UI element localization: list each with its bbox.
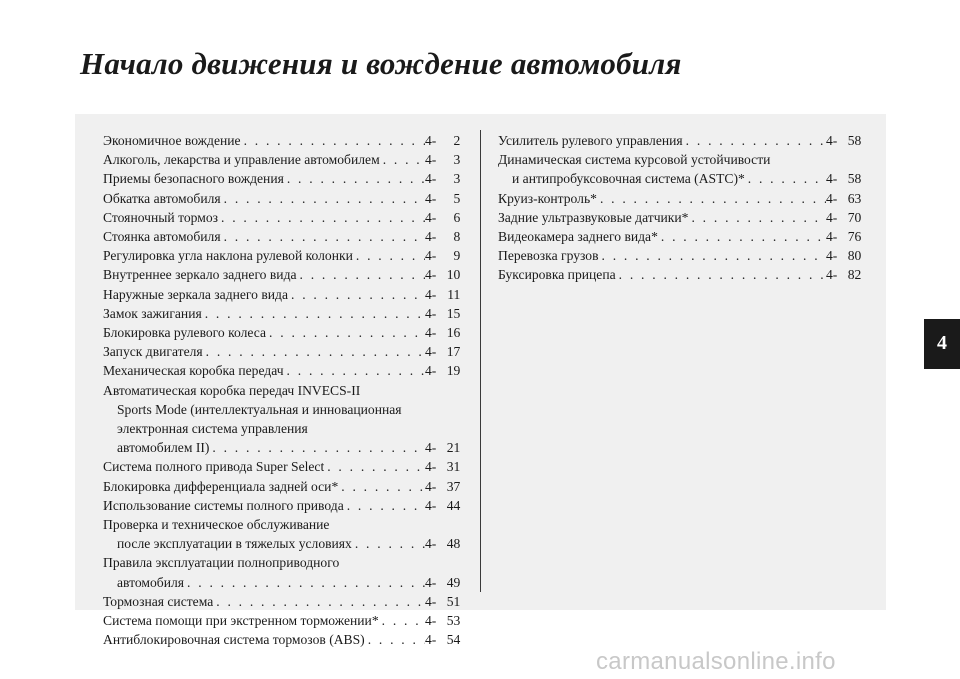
toc-entry[interactable] [103, 285, 469, 304]
dot-leader [599, 246, 827, 265]
toc-entry-line: Проверка и техническое обслуживание [103, 517, 330, 533]
toc-entry[interactable] [103, 323, 469, 342]
toc-entry-title: после эксплуатации в тяжелых условиях [117, 536, 352, 552]
toc-page-ref [425, 265, 469, 284]
toc-page-ref [425, 131, 469, 150]
page-prefix: 4- [826, 248, 838, 264]
page-prefix: 4- [425, 286, 437, 302]
toc-entry[interactable] [103, 265, 469, 284]
toc-entry[interactable] [103, 496, 469, 515]
toc-page-ref [425, 323, 469, 342]
toc-entry-title: Система полного привода Super Select [103, 459, 325, 475]
toc-entry[interactable] [103, 534, 469, 553]
toc-page-ref [425, 304, 469, 323]
dot-leader [266, 323, 425, 342]
page-number: 49 [446, 574, 461, 590]
toc-page-ref [425, 208, 469, 227]
toc-entry[interactable] [498, 189, 870, 208]
dot-leader [616, 265, 826, 284]
toc-page-ref [826, 131, 870, 150]
toc-page-ref [425, 361, 469, 380]
toc-page-ref [425, 189, 469, 208]
page-number: 8 [453, 229, 461, 245]
dot-leader [344, 496, 425, 515]
page-prefix: 4- [826, 171, 838, 187]
toc-entry-title: Стоянка автомобиля [103, 229, 221, 245]
dot-leader [221, 189, 425, 208]
toc-entry-title: Антиблокировочная система тормозов (ABS) [103, 632, 365, 648]
page-prefix: 4- [826, 190, 838, 206]
page-prefix: 4- [425, 440, 437, 456]
dot-leader [324, 457, 425, 476]
page-number: 70 [847, 209, 862, 225]
column-divider [480, 130, 481, 592]
page-prefix: 4- [425, 459, 437, 475]
dot-leader [202, 304, 425, 323]
toc-entry-title: Обкатка автомобиля [103, 190, 221, 206]
page-number: 16 [446, 325, 461, 341]
page-prefix: 4- [425, 325, 437, 341]
page-number: 80 [847, 248, 862, 264]
page-prefix: 4- [425, 133, 437, 148]
page-prefix: 4- [425, 248, 437, 264]
toc-entry[interactable] [103, 342, 469, 361]
chapter-tab[interactable] [924, 319, 960, 369]
toc-entry[interactable] [498, 265, 870, 284]
page-prefix: 4- [425, 344, 437, 360]
dot-leader [288, 285, 425, 304]
page-number: 3 [453, 171, 461, 187]
page-number: 82 [847, 267, 862, 283]
toc-entry[interactable] [103, 592, 469, 611]
toc-page-ref [826, 265, 870, 284]
toc-page-ref [425, 630, 469, 649]
page-prefix: 4- [425, 536, 437, 552]
page-prefix: 4- [425, 497, 437, 513]
toc-entry-title: Буксировка прицепа [498, 267, 616, 283]
page-prefix: 4- [425, 363, 437, 379]
toc-entry-line: Sports Mode (интеллектуальная и инновационная [117, 401, 402, 417]
table-of-contents-panel [75, 114, 886, 648]
toc-entry[interactable] [103, 246, 469, 265]
page-number: 21 [446, 440, 461, 456]
toc-entry-title: Использование системы полного привода [103, 497, 344, 513]
page-prefix: 4- [826, 267, 838, 283]
toc-entry[interactable] [498, 246, 870, 265]
page-number: 17 [446, 344, 461, 360]
dot-leader [213, 592, 425, 611]
page-number: 54 [446, 632, 461, 648]
page-title: Начало движения и вождение автомобиля [80, 46, 682, 81]
page-number: 5 [453, 190, 461, 206]
page-number: 53 [446, 613, 461, 629]
toc-entry-title: Блокировка дифференциала задней оси* [103, 478, 339, 494]
dot-leader [379, 611, 425, 630]
toc-entry[interactable] [103, 169, 469, 188]
page-number: 11 [447, 286, 461, 302]
toc-entry[interactable] [103, 150, 469, 169]
watermark: carmanualsonline.info [596, 648, 836, 675]
toc-entry-line: Динамическая система курсовой устойчивости [498, 152, 771, 168]
page-prefix: 4- [425, 632, 437, 648]
toc-page-ref [425, 573, 469, 592]
page-number: 9 [453, 248, 461, 264]
toc-entry[interactable] [498, 208, 870, 227]
toc-page-ref [425, 227, 469, 246]
dot-leader [658, 227, 826, 246]
toc-entry[interactable] [498, 169, 870, 188]
page-number: 15 [446, 305, 461, 321]
toc-entry-title: Экономичное вождение [103, 133, 241, 148]
page-number: 37 [446, 478, 461, 494]
toc-entry-title: Регулировка угла наклона рулевой колонки [103, 248, 353, 264]
toc-entry-line: Автоматическая коробка передач INVECS-II [103, 382, 361, 398]
toc-entry[interactable] [103, 208, 469, 227]
page-prefix: 4- [425, 152, 437, 168]
toc-page-ref [826, 208, 870, 227]
dot-leader [203, 342, 425, 361]
page-number: 51 [446, 593, 461, 609]
chapter-number: 4 [937, 332, 947, 354]
page-number: 58 [847, 171, 862, 187]
dot-leader [688, 208, 826, 227]
dot-leader [221, 227, 425, 246]
toc-entry-title: Круиз-контроль* [498, 190, 597, 206]
toc-page-ref [425, 285, 469, 304]
dot-leader [380, 150, 425, 169]
toc-page-ref [425, 246, 469, 265]
dot-leader [338, 477, 425, 496]
toc-entry-line: электронная система управления [117, 421, 308, 437]
page-prefix: 4- [425, 190, 437, 206]
toc-page-ref [425, 150, 469, 169]
page-number: 10 [446, 267, 461, 283]
page-prefix: 4- [425, 613, 437, 629]
dot-leader [597, 189, 826, 208]
toc-entry[interactable] [103, 304, 469, 323]
dot-leader [745, 169, 826, 188]
toc-page-ref [425, 496, 469, 515]
page-number: 63 [847, 190, 862, 206]
toc-entry-title: Видеокамера заднего вида* [498, 229, 658, 245]
toc-entry-title: Наружные зеркала заднего вида [103, 286, 288, 302]
toc-entry[interactable] [498, 227, 870, 246]
toc-entry-title: Перевозка грузов [498, 248, 599, 264]
toc-entry[interactable] [103, 438, 469, 457]
toc-entry-title: Запуск двигателя [103, 344, 203, 360]
dot-leader [284, 361, 425, 380]
page-prefix: 4- [425, 267, 437, 283]
toc-page-ref [425, 534, 469, 553]
page-number: 3 [453, 152, 461, 168]
toc-page-ref [826, 189, 870, 208]
toc-entry-title: Замок зажигания [103, 305, 202, 321]
toc-entry-title: Приемы безопасного вождения [103, 171, 284, 187]
dot-leader [241, 131, 425, 150]
page-number: 31 [446, 459, 461, 475]
page-number: 48 [446, 536, 461, 552]
page-prefix: 4- [826, 209, 838, 225]
dot-leader [365, 630, 425, 649]
toc-entry[interactable] [103, 131, 469, 150]
page-prefix: 4- [425, 171, 437, 187]
dot-leader [297, 265, 425, 284]
toc-entry[interactable] [103, 477, 469, 496]
toc-page-ref [425, 592, 469, 611]
page-number: 58 [847, 133, 862, 148]
dot-leader [218, 208, 425, 227]
page-number: 2 [453, 133, 461, 148]
toc-right-column [498, 131, 870, 285]
page-prefix: 4- [425, 593, 437, 609]
toc-entry[interactable] [498, 131, 870, 150]
toc-entry-title: Тормозная система [103, 593, 214, 609]
toc-entry-title: автомобиля [117, 574, 185, 590]
dot-leader [209, 438, 425, 457]
page-prefix: 4- [826, 229, 838, 245]
page-prefix: 4- [425, 305, 437, 321]
toc-page-ref [425, 477, 469, 496]
page-prefix: 4- [425, 209, 437, 225]
dot-leader [353, 246, 425, 265]
toc-entry-title: Блокировка рулевого колеса [103, 325, 267, 341]
dot-leader [352, 534, 425, 553]
toc-entry-title: Усилитель рулевого управления [498, 133, 683, 148]
toc-entry[interactable] [103, 227, 469, 246]
toc-entry-line: Правила эксплуатации полноприводного [103, 555, 340, 571]
toc-entry-title: Механическая коробка передач [103, 363, 284, 379]
toc-entry-title: Внутреннее зеркало заднего вида [103, 267, 297, 283]
page-prefix: 4- [425, 229, 437, 245]
toc-page-ref [425, 611, 469, 630]
toc-entry[interactable] [103, 630, 469, 649]
page-number: 19 [446, 363, 461, 379]
toc-page-ref [826, 246, 870, 265]
toc-entry[interactable] [103, 457, 469, 476]
toc-page-ref [425, 169, 469, 188]
dot-leader [284, 169, 425, 188]
toc-entry[interactable] [103, 573, 469, 592]
toc-left-column [103, 131, 469, 649]
toc-entry[interactable] [103, 361, 469, 380]
page-prefix: 4- [826, 133, 838, 148]
dot-leader [683, 131, 826, 150]
toc-page-ref [425, 342, 469, 361]
toc-entry[interactable] [103, 611, 469, 630]
toc-page-ref [826, 227, 870, 246]
toc-page-ref [826, 169, 870, 188]
page-prefix: 4- [425, 574, 437, 590]
page-prefix: 4- [425, 478, 437, 494]
toc-entry-title: Стояночный тормоз [103, 209, 218, 225]
toc-entry-title: автомобилем II) [117, 440, 210, 456]
toc-entry-title: Система помощи при экстренном торможении* [103, 613, 379, 629]
page-number: 44 [446, 497, 461, 513]
dot-leader [184, 573, 425, 592]
toc-page-ref [425, 438, 469, 457]
toc-entry-title: Алкоголь, лекарства и управление автомобилем [103, 152, 380, 168]
page-number: 6 [453, 209, 461, 225]
toc-entry-title: и антипробуксовочная система (ASTC)* [512, 171, 745, 187]
toc-entry[interactable] [103, 189, 469, 208]
page-number: 76 [847, 229, 862, 245]
toc-page-ref [425, 457, 469, 476]
toc-entry-title: Задние ультразвуковые датчики* [498, 209, 689, 225]
